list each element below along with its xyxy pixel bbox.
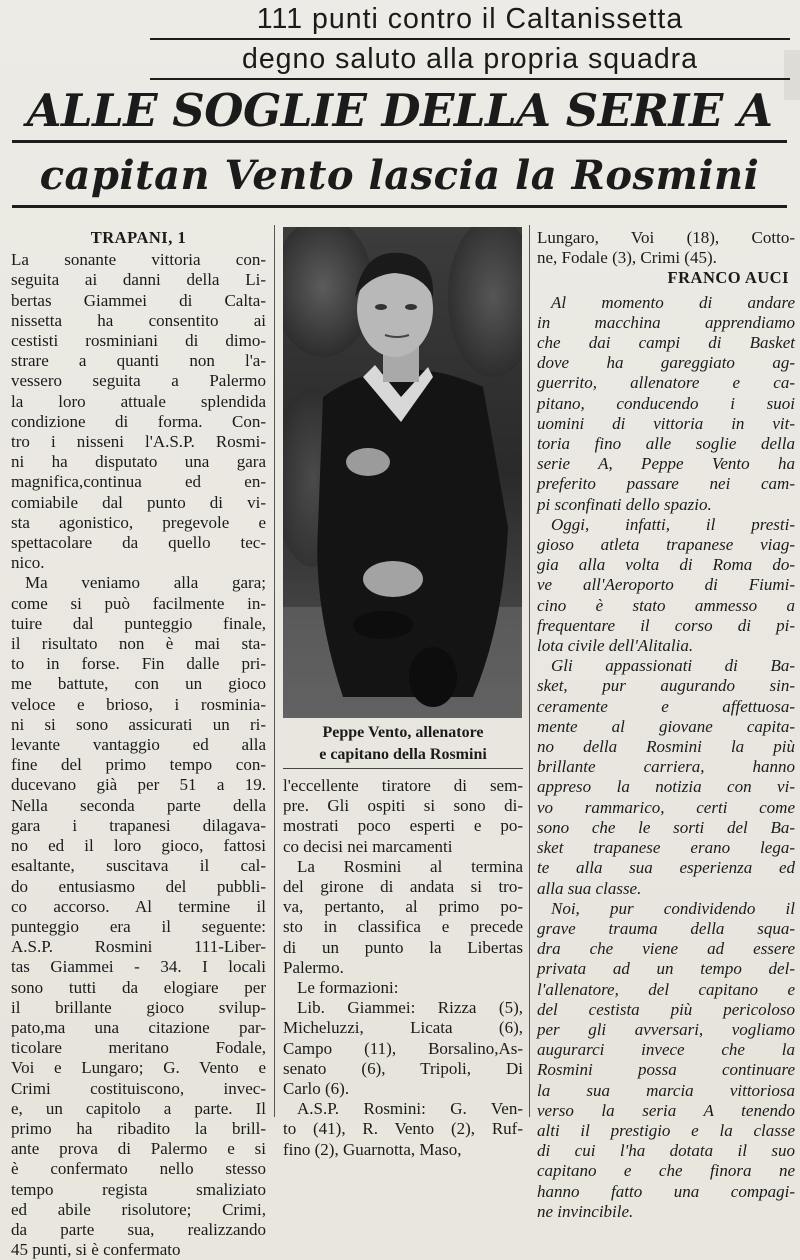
dateline: TRAPANI, 1 [90, 228, 187, 247]
text-line: sto in classifica e precede [283, 917, 523, 937]
text-line: ducevano già per 51 a 19. [11, 775, 266, 795]
text-line: veloce e brioso, i rosminia- [11, 694, 266, 714]
text-line: vo rammarico, certi come [537, 797, 795, 817]
text-line: pi sconfinati dello spazio. [537, 494, 712, 514]
column-2-body [283, 776, 523, 1160]
text-line: capitano e che finora ne [537, 1161, 795, 1181]
text-line: te alla sua esperienza ed [537, 858, 795, 878]
text-line: bertas Giammei di Calta- [11, 290, 266, 310]
text-line: il brillante gioco svilup- [11, 997, 266, 1017]
text-line: di cui l'ha dotata il suo [537, 1141, 795, 1161]
text-line: sono tutti da elogiare per [11, 977, 266, 997]
text-line: nissetta ha consentito ai [11, 310, 266, 330]
text-line: fine del primo tempo con- [11, 755, 266, 775]
text-line: ed abile risolutore; Crimi, [11, 1199, 266, 1219]
kicker-rule-2 [150, 78, 790, 80]
text-line: alti il prestigio e la classe [537, 1120, 795, 1140]
text-line: per gli avversari, vogliamo [537, 1019, 795, 1039]
subheadline-rule [12, 205, 787, 208]
text-line: Lib. Giammei: Rizza (5), [297, 998, 523, 1018]
text-line: brillante carriera, hanno [537, 757, 795, 777]
kicker-rule-1 [150, 38, 790, 40]
photo-caption [283, 722, 523, 766]
text-line: spettacolare da quello tec- [11, 533, 266, 553]
text-line: fino (2), Guarnotta, Maso, [283, 1139, 462, 1159]
text-line: sket trapanese erano lega- [537, 838, 795, 858]
text-line: esaltante, suscitava il cal- [11, 856, 266, 876]
text-line: hanno fatto una compagi- [537, 1181, 795, 1201]
column-1-body [11, 250, 266, 1260]
text-line: A.S.P. Rosmini: G. Ven- [297, 1099, 523, 1119]
text-line: do entusiasmo del pubbli- [11, 876, 266, 896]
column-divider-2 [529, 225, 530, 1117]
text-line: condizione di forma. Con- [11, 411, 266, 431]
text-line: tas Giammei - 34. I locali [11, 957, 266, 977]
text-line: gioso atleta trapanese viag- [537, 535, 795, 555]
text-line: verso la seria A tenendo [537, 1100, 795, 1120]
text-line: ne invincibile. [537, 1201, 634, 1221]
text-line: cestisti rosminiani di dimo- [11, 331, 266, 351]
article-column-1 [11, 228, 266, 1260]
text-line: to (41), R. Vento (2), Ruf- [283, 1119, 523, 1139]
text-line: mostrati poco esperti e po- [283, 816, 523, 836]
text-line: è confermato nello stesso [11, 1159, 266, 1179]
text-line: da parte sua, realizzando [11, 1219, 266, 1239]
text-line: dove ha gareggiato ag- [537, 353, 795, 373]
text-line: tuire dal punteggio finale, [11, 613, 266, 633]
portrait-photo [283, 227, 522, 718]
portrait-photo-icon [283, 227, 522, 718]
text-line: serie A, Peppe Vento ha [537, 454, 795, 474]
text-line: Campo (11), Borsalino,As- [283, 1038, 523, 1058]
text-line: 45 punti, si è confermato [11, 1240, 181, 1260]
text-line: Lungaro, Voi (18), Cotto- [537, 228, 795, 247]
text-line: primo ha ribadito la brill- [11, 1118, 266, 1138]
text-line: vessero seguita a Palermo [11, 371, 266, 391]
column-3-continuation [537, 228, 795, 268]
article-column-3 [537, 228, 795, 1222]
text-line: la loro attuale splendida [11, 391, 266, 411]
text-line: ticolare meritano Fodale, [11, 1038, 266, 1058]
text-line: nico. [11, 553, 45, 573]
text-line: grave trauma della squa- [537, 918, 795, 938]
text-line: no ed il loro gioco, fattosi [11, 836, 266, 856]
text-line: no della Rosmini la più [537, 737, 795, 757]
text-line: co accorso. Al termine il [11, 896, 266, 916]
text-line: punteggio era il seguente: [11, 916, 266, 936]
text-line: del cestista più pericoloso [537, 999, 795, 1019]
text-line: ni ha disputato una gara [11, 452, 266, 472]
text-line: del girone di andata si tro- [283, 877, 523, 897]
text-line: cino è stato ammesso a [537, 595, 795, 615]
article-column-2 [283, 776, 523, 1160]
text-line: co decisi nei marcamenti [283, 836, 453, 856]
text-line: senato (6), Tripoli, Di [283, 1058, 523, 1078]
text-line: to in forse. Fin dalle pri- [11, 654, 266, 674]
text-line: La sonante vittoria con- [11, 250, 266, 270]
text-line: augurarci invece che la [537, 1040, 795, 1060]
text-line: Rosmini possa continuare [537, 1060, 795, 1080]
byline: FRANCO AUCI [667, 268, 789, 288]
text-line: gara i trapanesi dilagava- [11, 815, 266, 835]
headline: ALLE SOGLIE DELLA SERIE A [26, 84, 773, 137]
text-line: pre. Gli ospiti si sono di- [283, 796, 523, 816]
text-line: Micheluzzi, Licata (6), [283, 1018, 523, 1038]
text-line: ante prova di Palermo e si [11, 1139, 266, 1159]
text-line: pitano, conducendo i suoi [537, 393, 795, 413]
text-line: Crimi costituiscono, invec- [11, 1078, 266, 1098]
text-line: e, un capitolo a parte. Il [11, 1098, 266, 1118]
text-line: guerrito, allenatore e ca- [537, 373, 795, 393]
text-line: Voi e Lungaro; G. Vento e [11, 1058, 266, 1078]
text-line: privata ad un tempo del- [537, 959, 795, 979]
text-line: Noi, pur condividendo il [551, 898, 795, 918]
subheadline: capitan Vento lascia la Rosmini [39, 152, 760, 199]
text-line: Ma veniamo alla gara; [25, 573, 266, 593]
text-line: A.S.P. Rosmini 111-Liber- [11, 937, 266, 957]
text-line: ceramente e affettuosa- [537, 696, 795, 716]
column-3-body [537, 293, 795, 1222]
text-line: sket, pur augurando sin- [537, 676, 795, 696]
text-line: l'allenatore, del capitano e [537, 979, 795, 999]
text-line: toria fino alle soglie della [537, 434, 795, 454]
text-line: Palermo. [283, 957, 344, 977]
text-line: va, pertanto, al primo po- [283, 897, 523, 917]
text-line: ne, Fodale (3), Crimi (45). [537, 248, 717, 268]
text-line: ni si sono assicurati un ri- [11, 714, 266, 734]
text-line: strare a quanti non l'a- [11, 351, 266, 371]
text-line: levante vantaggio ed alla [11, 735, 266, 755]
text-line: comiabile dal punto di vi- [11, 492, 266, 512]
text-line: appreso la notizia con vi- [537, 777, 795, 797]
text-line: Gli appassionati di Ba- [551, 656, 795, 676]
kicker-line-2: degno saluto alla propria squadra [241, 43, 699, 75]
text-line: Carlo (6). [283, 1079, 350, 1099]
text-line: gia alla volta di Roma do- [537, 555, 795, 575]
text-line: tro i nisseni l'A.S.P. Rosmi- [11, 432, 266, 452]
text-line: me battute, con un gioco [11, 674, 266, 694]
text-line: ve all'Aeroporto di Fiumi- [537, 575, 795, 595]
text-line: Oggi, infatti, il presti- [551, 514, 795, 534]
text-line: mente al giovane capita- [537, 716, 795, 736]
headline-rule [12, 140, 787, 143]
text-line: pato,ma una citazione par- [11, 1017, 266, 1037]
text-line: seguita ai danni della Li- [11, 270, 266, 290]
text-line: uomini di vittoria in vit- [537, 413, 795, 433]
text-line: che dai campi di Basket [537, 333, 795, 353]
text-line: in macchina apprendiamo [537, 312, 795, 332]
text-line: Nella seconda parte della [11, 795, 266, 815]
text-line: frequentare il corso di pi- [537, 615, 795, 635]
text-line: lota civile dell'Alitalia. [537, 636, 694, 656]
text-line: come si può facilmente in- [11, 593, 266, 613]
kicker-line-1: 111 punti contro il Caltanissetta [256, 3, 684, 35]
text-line: alla sua classe. [537, 878, 642, 898]
text-line: di un punto la Libertas [283, 937, 523, 957]
caption-rule [283, 768, 523, 769]
caption-line-1: Peppe Vento, allenatore [322, 724, 484, 741]
text-line: dra che viene ad essere [537, 939, 795, 959]
text-line: Al momento di andare [551, 292, 795, 312]
text-line: la sua marcia vittoriosa [537, 1080, 795, 1100]
text-line: La Rosmini al termina [297, 856, 523, 876]
text-line: sono che le sorti del Ba- [537, 817, 795, 837]
column-divider-1 [274, 225, 275, 1117]
text-line: preferito passare nei cam- [537, 474, 795, 494]
text-line: Le formazioni: [297, 978, 399, 998]
caption-line-2: e capitano della Rosmini [319, 746, 487, 763]
text-line: l'eccellente tiratore di sem- [283, 776, 523, 795]
text-line: il risultato non è mai sta- [11, 634, 266, 654]
text-line: tempo regista smaliziato [11, 1179, 266, 1199]
text-line: magnifica,continua ed en- [11, 472, 266, 492]
text-line: sta agonistico, pregevole e [11, 512, 266, 532]
